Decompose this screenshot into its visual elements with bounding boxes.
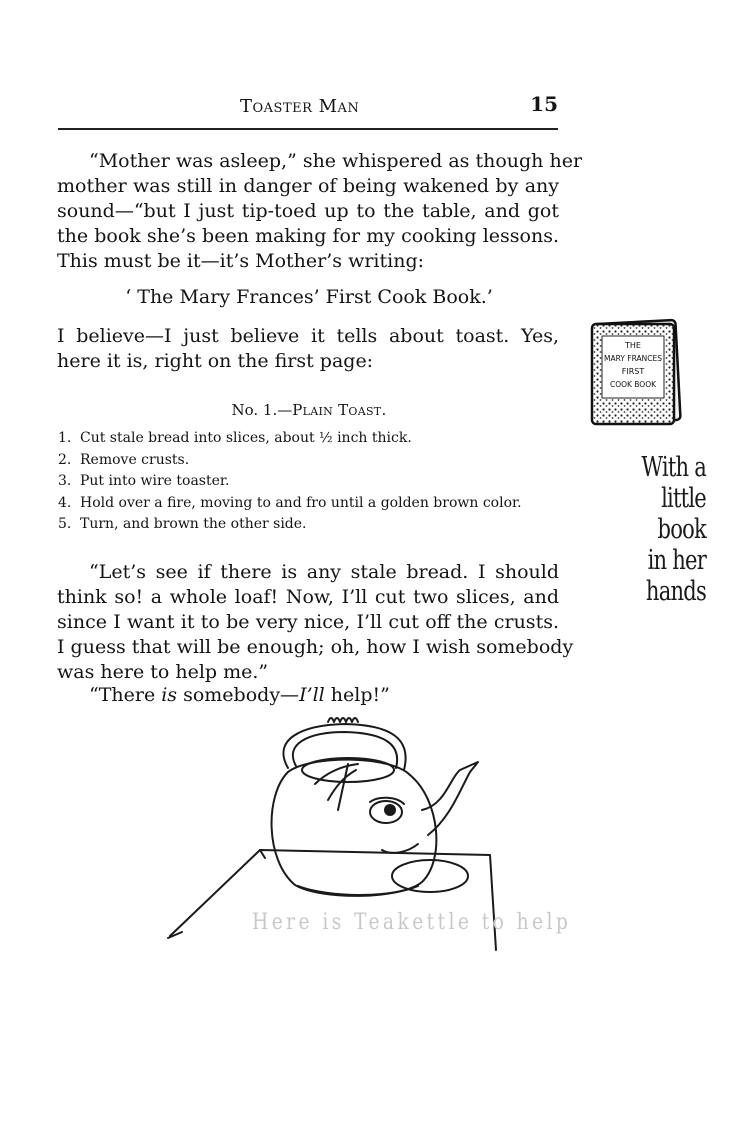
caption-line: With a: [641, 452, 706, 483]
caption-line: in her: [647, 545, 706, 576]
recipe-heading: [58, 401, 560, 419]
step-number: 2.: [58, 451, 72, 468]
italic-text: is: [161, 684, 178, 706]
recipe-step: [58, 471, 558, 493]
paragraph-1: [57, 149, 583, 274]
text-line: I believe—I just believe it tells about toast. Yes,: [57, 325, 559, 347]
book-title: ‘ The Mary Frances’ First Cook Book.’: [125, 286, 493, 308]
caption-line: little: [661, 483, 706, 514]
text-line: think so! a whole loaf! Now, I’ll cut two slices, and: [57, 586, 559, 608]
step-number: 5.: [58, 516, 72, 532]
caption-line: book: [657, 514, 706, 545]
text-run: somebody—: [177, 684, 300, 706]
text-run: “There: [89, 684, 162, 706]
running-header: [58, 92, 560, 118]
step-number: 3.: [58, 473, 72, 489]
caption-line: hands: [645, 576, 706, 607]
book-cover-line: MARY FRANCES: [604, 354, 662, 363]
text-line: was here to help me.”: [57, 661, 269, 683]
italic-text: I’ll: [299, 684, 325, 706]
text-line: This must be it—it’s Mother’s writing:: [57, 250, 425, 272]
step-text: Remove crusts.: [80, 451, 190, 468]
book-cover-line: THE: [625, 341, 641, 350]
text-run: help!”: [324, 684, 390, 706]
running-title: Toaster Man: [240, 96, 360, 117]
recipe-number: No. 1.—: [231, 401, 293, 419]
recipe-step: [58, 493, 558, 515]
text-line: “Let’s see if there is any stale bread. I should: [89, 561, 559, 583]
text-line: “Mother was asleep,” she whispered as though her: [89, 150, 583, 172]
step-text: Hold over a fire, moving to and fro until a golden brown color.: [80, 494, 522, 511]
paragraph-3: [57, 560, 574, 685]
recipe-steps: [58, 428, 558, 536]
book-cover-line: COOK BOOK: [609, 380, 657, 389]
recipe-title: Plain Toast.: [292, 401, 387, 419]
text-line: here it is, right on the first page:: [57, 350, 374, 372]
paragraph-2: [57, 324, 559, 374]
header-rule: [58, 128, 558, 130]
text-line: I guess that will be enough; oh, how I wish somebody: [57, 636, 574, 658]
step-text: Put into wire toaster.: [80, 473, 230, 489]
recipe-step: [58, 428, 558, 450]
step-number: 4.: [58, 494, 72, 511]
cook-book-icon: [590, 318, 682, 426]
text-line: since I want it to be very nice, I’ll cut off the crusts.: [57, 611, 559, 633]
step-number: 1.: [58, 430, 72, 446]
step-text: Cut stale bread into slices, about ½ inch thick.: [80, 430, 412, 446]
recipe-step: [58, 514, 558, 536]
book-cover-line: FIRST: [621, 367, 645, 376]
text-line: the book she’s been making for my cooking lessons.: [57, 225, 559, 247]
illustration-caption: [636, 452, 706, 607]
recipe-step: [58, 450, 558, 472]
text-line: mother was still in danger of being wakened by any: [57, 175, 559, 197]
page-number: 15: [530, 92, 558, 116]
step-text: Turn, and brown the other side.: [80, 516, 307, 532]
kettle-caption: Here is Teakettle to help: [252, 910, 572, 935]
text-line: sound—“but I just tip-toed up to the table, and got: [57, 200, 559, 222]
